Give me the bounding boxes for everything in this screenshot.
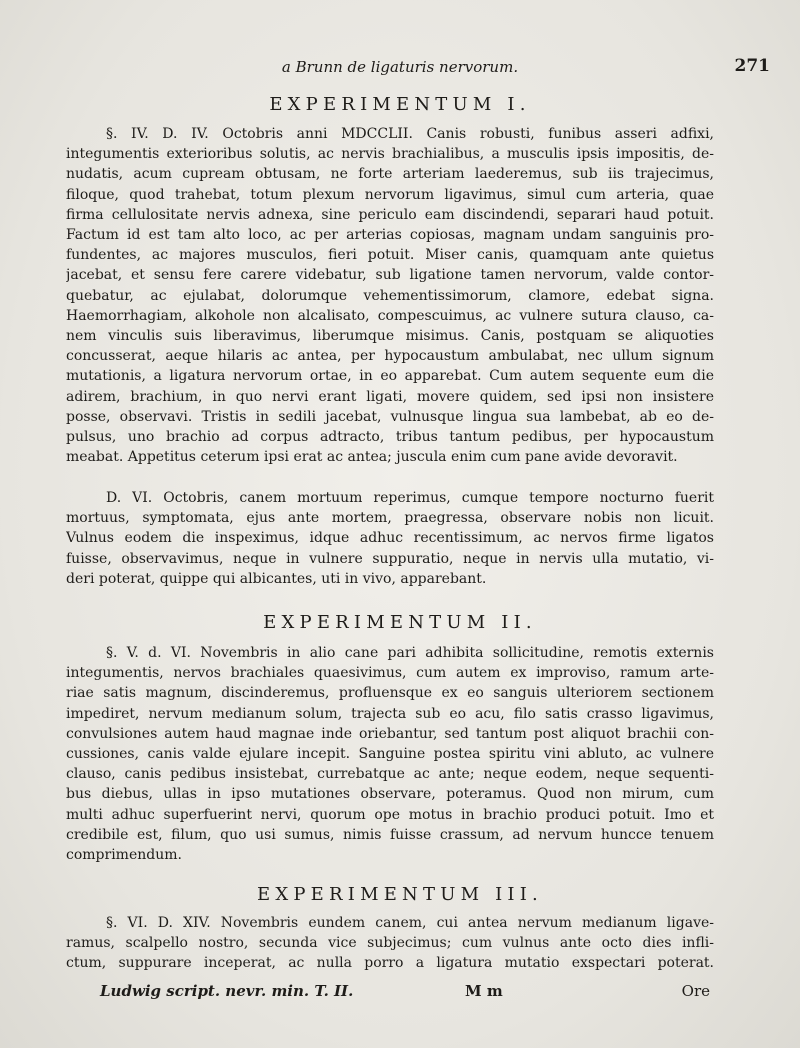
text-line: mutationis, a ligatura nervorum ortae, in eo apparebat. Cum autem sequente eum die xyxy=(66,368,714,385)
text-line: §. V. d. VI. Novembris in alio cane pari adhibita sollicitudine, remotis externis xyxy=(106,645,714,661)
text-line: posse, observavi. Tristis in sedili jacebat, vulnusque lingua sua lambebat, ab eo de- xyxy=(66,408,714,425)
running-head xyxy=(0,56,800,80)
text-line: jacebat, et sensu fere carere videbatur, sub ligatione tamen nervorum, valde contor- xyxy=(66,267,714,284)
text-line: integumentis, nervos brachiales quaesivimus, cum autem ex improviso, ramum arte- xyxy=(66,665,714,682)
experiment-heading-1: EXPERIMENTUM I. xyxy=(269,94,531,115)
text-line: bus diebus, ullas in ipso mutationes observare, poteramus. Quod non mirum, cum xyxy=(66,786,714,803)
text-line: convulsiones autem haud magnae inde oriebantur, sed tantum post aliquot brachii con- xyxy=(66,725,714,742)
text-line: cussiones, canis valde ejulare incepit. Sanguine postea spiritu vini abluto, ac vulnere xyxy=(66,746,714,763)
text-line: ramus, scalpello nostro, secunda vice subjecimus; cum vulnus ante octo dies infli- xyxy=(66,935,714,952)
text-line: comprimendum. xyxy=(66,847,182,864)
experiment-heading-2: EXPERIMENTUM II. xyxy=(263,612,537,633)
text-line: fuisse, observavimus, neque in vulnere suppuratio, neque in nervis ulla mutatio, vi- xyxy=(66,550,714,567)
text-line: mortuus, symptomata, ejus ante mortem, praegressa, observare nobis non licuit. xyxy=(66,510,714,527)
signature-mark: M m xyxy=(465,982,503,1000)
text-line: integumentis exterioribus solutis, ac nervis brachialibus, a musculis ipsis impositis, de- xyxy=(66,146,714,163)
text-line: filoque, quod trahebat, totum plexum nervorum ligavimus, simul cum arteria, quae xyxy=(66,186,714,203)
text-line: credibile est, filum, quo usi sumus, nimis fuisse crassum, ad nervum huncce tenuem xyxy=(66,826,714,843)
text-line: riae satis magnum, discinderemus, profluensque ex eo sanguis ulteriorem sectionem xyxy=(66,685,714,702)
page-footer xyxy=(100,982,710,1004)
experiment-3-paragraph-1 xyxy=(66,913,714,974)
text-line: Haemorrhagiam, alkohole non alcalisato, compescuimus, ac vulnere sutura clauso, ca- xyxy=(66,307,714,324)
text-line: §. VI. D. XIV. Novembris eundem canem, cui antea nervum medianum ligave- xyxy=(106,915,714,931)
text-line: deri poterat, quippe qui albicantes, uti in vivo, apparebant. xyxy=(66,570,487,587)
signature-line: Ludwig script. nevr. min. T. II. xyxy=(100,982,354,1000)
text-line: adirem, brachium, in quo nervi erant ligati, movere quidem, sed ipsi non insistere xyxy=(66,388,714,405)
running-title: a Brunn de ligaturis nervorum. xyxy=(281,58,519,76)
experiment-1-paragraph-2 xyxy=(66,488,714,589)
catchword: Ore xyxy=(681,982,710,1000)
text-line: clauso, canis pedibus insistebat, currebatque ac ante; neque eodem, neque sequenti- xyxy=(66,766,714,783)
text-line: D. VI. Octobris, canem mortuum reperimus, cumque tempore nocturno fuerit xyxy=(106,490,714,506)
text-line: nudatis, acum cupream obtusam, ne forte arteriam laederemus, sub iis trajecimus, xyxy=(66,166,714,183)
text-line: pulsus, uno brachio ad corpus adtracto, tribus tantum pedibus, per hypocaustum xyxy=(66,429,714,446)
page-number: 271 xyxy=(734,56,770,76)
text-line: impediret, nervum medianum solum, trajecta sub eo acu, filo satis crasso ligavimus, xyxy=(66,705,714,722)
experiment-2-paragraph-1 xyxy=(66,643,714,865)
text-line: ctum, suppurare inceperat, ac nulla porro a ligatura mutatio exspectari poterat. xyxy=(66,955,714,972)
experiment-heading-3: EXPERIMENTUM III. xyxy=(257,884,543,905)
experiment-1-paragraph-1 xyxy=(66,124,714,467)
text-line: quebatur, ac ejulabat, dolorumque vehementissimorum, clamore, edebat signa. xyxy=(66,287,714,304)
text-line: Vulnus eodem die inspeximus, idque adhuc recentissimum, ac nervos firme ligatos xyxy=(66,530,714,547)
text-line: meabat. Appetitus ceterum ipsi erat ac antea; juscula enim cum pane avide devoravit. xyxy=(66,449,678,466)
text-line: firma cellulositate nervis adnexa, sine periculo eam discindendi, separari haud potuit. xyxy=(66,206,714,223)
text-line: nem vinculis suis liberavimus, liberumque misimus. Canis, postquam se aliquoties xyxy=(66,328,714,345)
text-line: Factum id est tam alto loco, ac per arterias copiosas, magnam undam sanguinis pro- xyxy=(66,227,714,244)
text-line: multi adhuc superfuerint nervi, quorum ope motus in brachio produci potuit. Imo et xyxy=(66,806,714,823)
text-line: concusserat, aeque hilaris ac antea, per hypocaustum ambulabat, nec ullum signum xyxy=(66,348,714,365)
text-line: fundentes, ac majores musculos, fieri potuit. Miser canis, quamquam ante quietus xyxy=(66,247,714,264)
text-line: §. IV. D. IV. Octobris anni MDCCLII. Canis robusti, funibus asseri adfixi, xyxy=(106,126,714,142)
